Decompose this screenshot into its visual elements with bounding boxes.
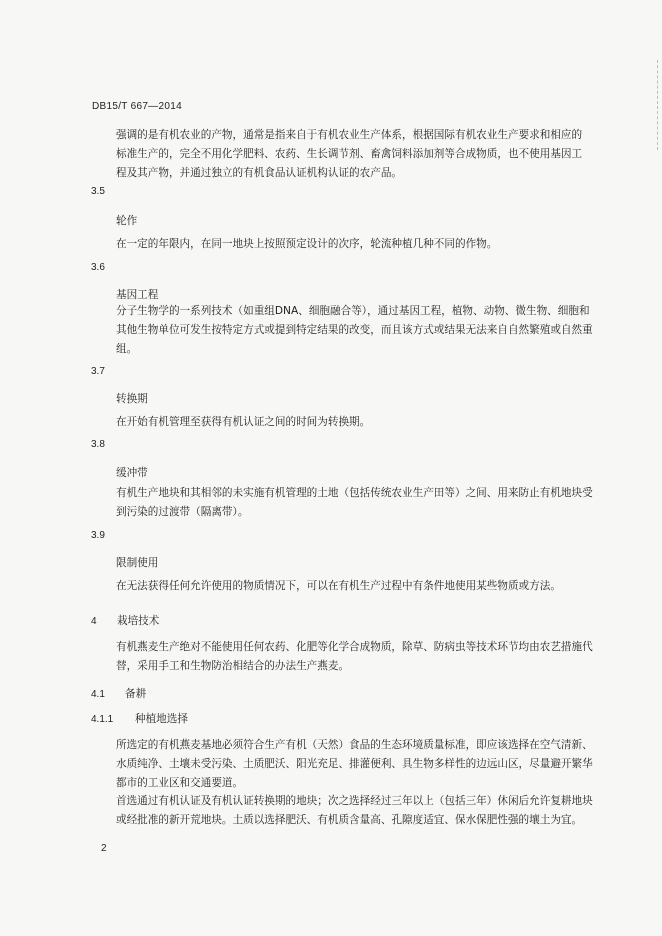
section-paragraph: 首选通过有机认证及有机认证转换期的地块；次之选择经过三年以上（包括三年）休闲后允许复耕地块或经批准的新开荒地块。土质以选择肥沃、有机质含量高、孔隙度适宜、保水保肥性强的壤土为宜。 <box>116 795 593 826</box>
section-paragraph: 有机燕麦生产绝对不能使用任何农药、化肥等化学合成物质，除草、防病虫等技术环节均由农艺措施代替，采用手工和生物防治相结合的办法生产燕麦。 <box>116 641 593 672</box>
term-name: 基因工程 <box>116 289 159 301</box>
section-title: 栽培技术 <box>117 615 160 627</box>
intro-paragraph: 强调的是有机农业的产物，通常是指来自于有机农业生产体系，根据国际有机农业生产要求和相应的标准生产的，完全不用化学肥料、农药、生长调节剂、畜禽饲料添加剂等合成物质，也不使用基因工程及其产物，并通过独立的有机食品认证机构认证的农产品。 <box>116 129 583 179</box>
term-name: 缓冲带 <box>116 467 148 479</box>
scan-edge-mark <box>655 60 658 150</box>
subsection-heading <box>91 686 146 701</box>
document-id-header: DB15/T 667—2014 <box>92 101 182 112</box>
term-definition: 分子生物学的一系列技术（如重组DNA、细胞融合等），通过基因工程，植物、动物、微生物、细胞和其他生物单位可发生按特定方式或提到特定结果的改变，而且该方式或结果无法来自自然繁殖或自然重组。 <box>116 305 593 355</box>
term-number: 3.5 <box>91 186 105 197</box>
term-name: 轮作 <box>116 215 138 227</box>
page-number: 2 <box>101 843 107 854</box>
term-name: 转换期 <box>116 393 148 405</box>
section-heading <box>91 613 159 628</box>
term-number: 3.7 <box>91 366 105 377</box>
section-number: 4.1 <box>91 689 105 700</box>
term-number: 3.6 <box>91 262 105 273</box>
section-title: 种植地选择 <box>135 713 188 725</box>
term-number: 3.9 <box>91 530 105 541</box>
section-number: 4 <box>91 616 97 627</box>
term-definition: 在一定的年限内，在同一地块上按照预定设计的次序，轮流种植几种不同的作物。 <box>116 238 498 250</box>
section-number: 4.1.1 <box>91 714 114 725</box>
term-definition: 在开始有机管理至获得有机认证之间的时间为转换期。 <box>116 416 371 428</box>
section-title: 备耕 <box>125 688 147 700</box>
term-definition: 在无法获得任何允许使用的物质情况下，可以在有机生产过程中有条件地使用某些物质或方法。 <box>116 580 561 592</box>
term-number: 3.8 <box>91 439 105 450</box>
section-paragraph: 所选定的有机燕麦基地必须符合生产有机（天然）食品的生态环境质量标准，即应该选择在空气清新、水质纯净、土壤未受污染、土质肥沃、阳光充足、排灌便利、具生物多样性的边远山区，尽量避开繁华都市的工业区和交通要道。 <box>116 739 593 789</box>
term-name: 限制使用 <box>116 557 159 569</box>
term-definition: 有机生产地块和其相邻的未实施有机管理的土地（包括传统农业生产田等）之间、用来防止有机地块受到污染的过渡带（隔离带）。 <box>116 487 593 518</box>
subsubsection-heading <box>91 711 188 726</box>
